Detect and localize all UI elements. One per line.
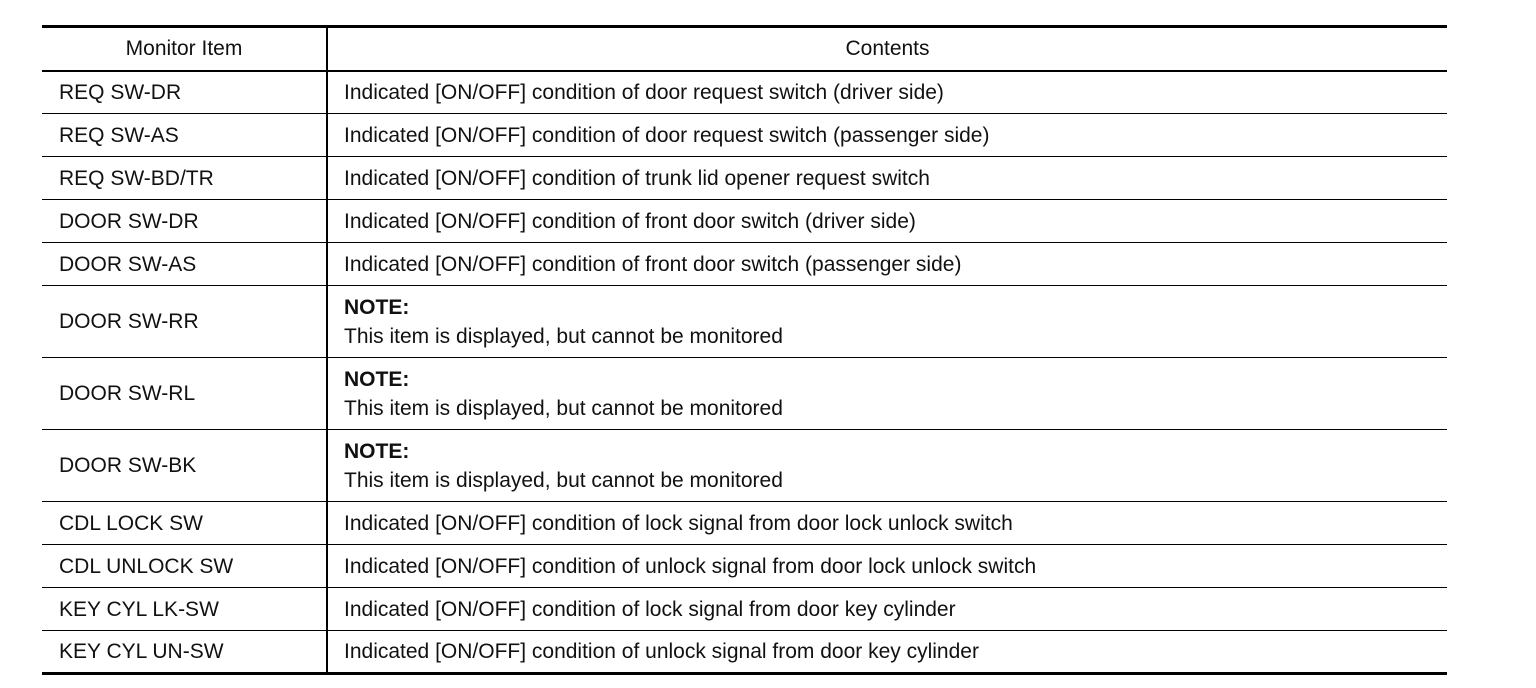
note-text: This item is displayed, but cannot be monitored xyxy=(344,468,783,492)
table-row xyxy=(42,430,1447,502)
monitor-item-cell: KEY CYL LK-SW xyxy=(42,588,327,631)
monitor-item-table xyxy=(42,25,1447,675)
table-row xyxy=(42,631,1447,674)
contents-cell: Indicated [ON/OFF] condition of unlock signal from door key cylinder xyxy=(327,631,1447,674)
column-header-monitor-item: Monitor Item xyxy=(42,27,327,71)
monitor-item-cell: DOOR SW-RL xyxy=(42,358,327,430)
monitor-item-cell: KEY CYL UN-SW xyxy=(42,631,327,674)
monitor-item-cell: DOOR SW-AS xyxy=(42,243,327,286)
monitor-item-cell: REQ SW-DR xyxy=(42,71,327,114)
table-row xyxy=(42,588,1447,631)
contents-cell: Indicated [ON/OFF] condition of front door switch (passenger side) xyxy=(327,243,1447,286)
monitor-item-cell: DOOR SW-BK xyxy=(42,430,327,502)
monitor-item-cell: DOOR SW-DR xyxy=(42,200,327,243)
table-row xyxy=(42,71,1447,114)
table-row xyxy=(42,200,1447,243)
table-row xyxy=(42,157,1447,200)
contents-cell: Indicated [ON/OFF] condition of lock signal from door key cylinder xyxy=(327,588,1447,631)
monitor-item-cell: REQ SW-AS xyxy=(42,114,327,157)
table-row xyxy=(42,114,1447,157)
contents-cell xyxy=(327,286,1447,358)
contents-cell: Indicated [ON/OFF] condition of door request switch (driver side) xyxy=(327,71,1447,114)
table-row xyxy=(42,358,1447,430)
monitor-item-cell: CDL UNLOCK SW xyxy=(42,545,327,588)
monitor-item-cell: DOOR SW-RR xyxy=(42,286,327,358)
note-label: NOTE: xyxy=(344,295,410,319)
contents-cell: Indicated [ON/OFF] condition of door request switch (passenger side) xyxy=(327,114,1447,157)
contents-cell xyxy=(327,358,1447,430)
note-text: This item is displayed, but cannot be monitored xyxy=(344,324,783,348)
note-label: NOTE: xyxy=(344,367,410,391)
monitor-item-cell: REQ SW-BD/TR xyxy=(42,157,327,200)
note-text: This item is displayed, but cannot be monitored xyxy=(344,396,783,420)
contents-cell: Indicated [ON/OFF] condition of front door switch (driver side) xyxy=(327,200,1447,243)
note-label: NOTE: xyxy=(344,439,410,463)
monitor-item-cell: CDL LOCK SW xyxy=(42,502,327,545)
contents-cell: Indicated [ON/OFF] condition of unlock signal from door lock unlock switch xyxy=(327,545,1447,588)
contents-cell xyxy=(327,430,1447,502)
column-header-contents: Contents xyxy=(327,27,1447,71)
contents-cell: Indicated [ON/OFF] condition of trunk lid opener request switch xyxy=(327,157,1447,200)
contents-cell: Indicated [ON/OFF] condition of lock signal from door lock unlock switch xyxy=(327,502,1447,545)
table-row xyxy=(42,502,1447,545)
table-header-row xyxy=(42,27,1447,71)
table-row xyxy=(42,286,1447,358)
table-row xyxy=(42,545,1447,588)
table-row xyxy=(42,243,1447,286)
